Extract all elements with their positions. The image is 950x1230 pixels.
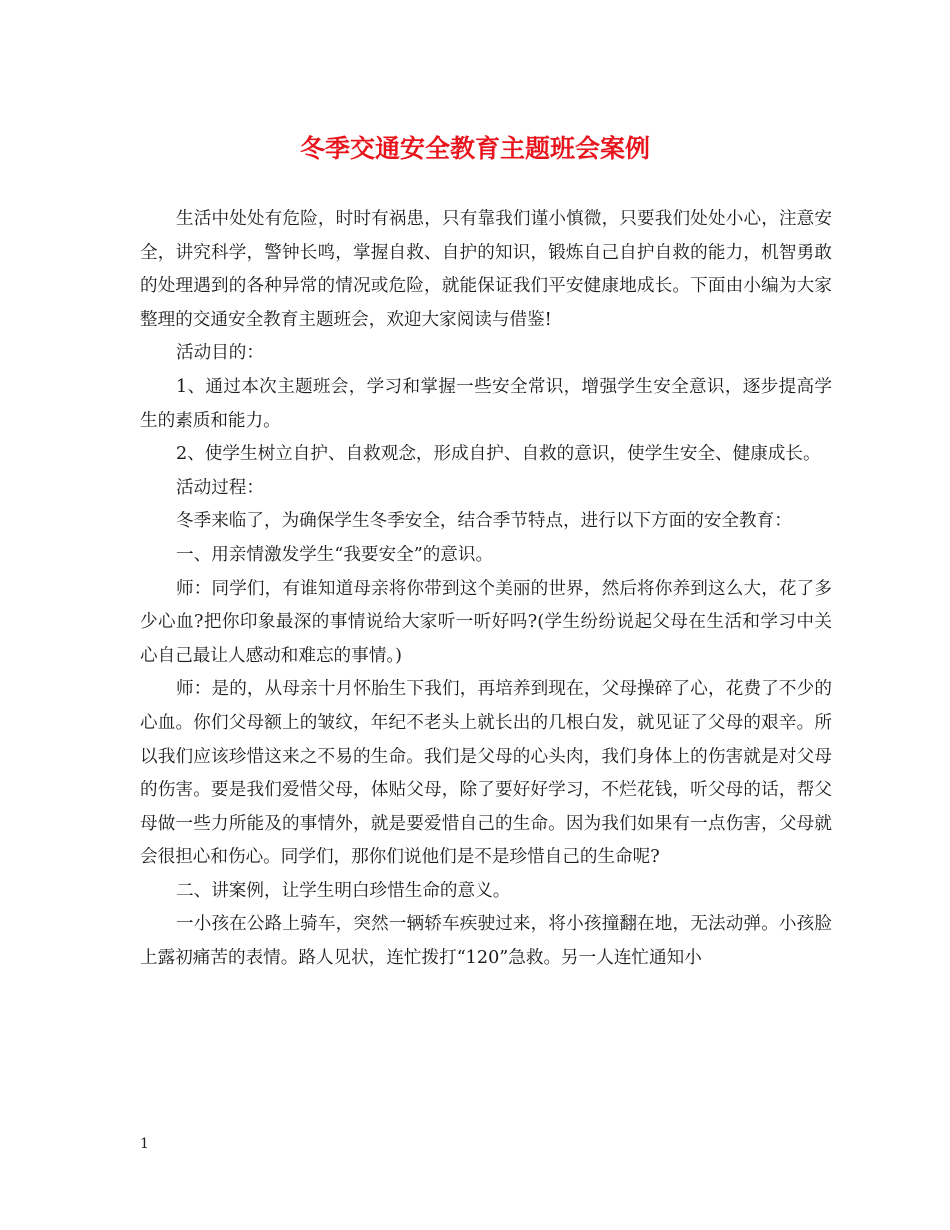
paragraph-section-1-heading: 一、用亲情激发学生“我要安全”的意识。 <box>176 544 494 565</box>
document-title: 冬季交通安全教育主题班会案例 <box>299 134 650 163</box>
paragraph-section-2-heading: 二、讲案例，让学生明白珍惜生命的意义。 <box>176 880 511 901</box>
paragraph-goal-1: 1、通过本次主题班会，学习和掌握一些安全常识，增强学生安全意识，逐步提高学生的素质和能力。 <box>140 376 832 431</box>
paragraph-teacher-2: 师：是的，从母亲十月怀胎生下我们，再培养到现在，父母操碎了心，花费了不少的心血。你们父母额上的皱纹，年纪不老头上就长出的几根白发，就见证了父母的艰辛。所以我们应该珍惜这来之不易的生命。我们是父母的心头肉，我们身体上的伤害就是对父母的伤害。要是我们爱惜父母，体贴父母，除了要好好学习，不烂花钱，听父母的话，帮父母做一些力所能及的事情外，就是要爱惜自己的生命。因为我们如果有一点伤害，父母就会很担心和伤心。同学们，那你们说他们是不是珍惜自己的生命呢? <box>140 679 832 868</box>
paragraph-process-heading: 活动过程： <box>176 477 264 498</box>
paragraph-goal-2: 2、使学生树立自护、自救观念，形成自护、自救的意识，使学生安全、健康成长。 <box>176 444 821 465</box>
paragraph-teacher-1: 师：同学们，有谁知道母亲将你带到这个美丽的世界，然后将你养到这么大，花了多少心血?把你印象最深的事情说给大家听一听好吗?(学生纷纷说起父母在生活和学习中关心自己最让人感动和难忘的事情。) <box>140 578 832 666</box>
paragraph-case: 一小孩在公路上骑车，突然一辆轿车疾驶过来，将小孩撞翻在地，无法动弹。小孩脸上露初痛苦的表情。路人见状，连忙拨打“120”急救。另一人连忙通知小 <box>140 914 832 969</box>
paragraph-process-intro: 冬季来临了，为确保学生冬季安全，结合季节特点，进行以下方面的安全教育： <box>176 511 792 532</box>
paragraph-intro: 生活中处处有危险，时时有祸患，只有靠我们谨小慎微，只要我们处处小心，注意安全，讲究科学，警钟长鸣，掌握自救、自护的知识，锻炼自己自护自救的能力，机智勇敢的处理遇到的各种异常的情况或危险，就能保证我们平安健康地成长。下面由小编为大家整理的交通安全教育主题班会，欢迎大家阅读与借鉴! <box>140 209 832 330</box>
paragraph-goal-heading: 活动目的： <box>176 343 264 364</box>
document-body <box>140 203 832 976</box>
page-number: 1 <box>140 1136 149 1152</box>
